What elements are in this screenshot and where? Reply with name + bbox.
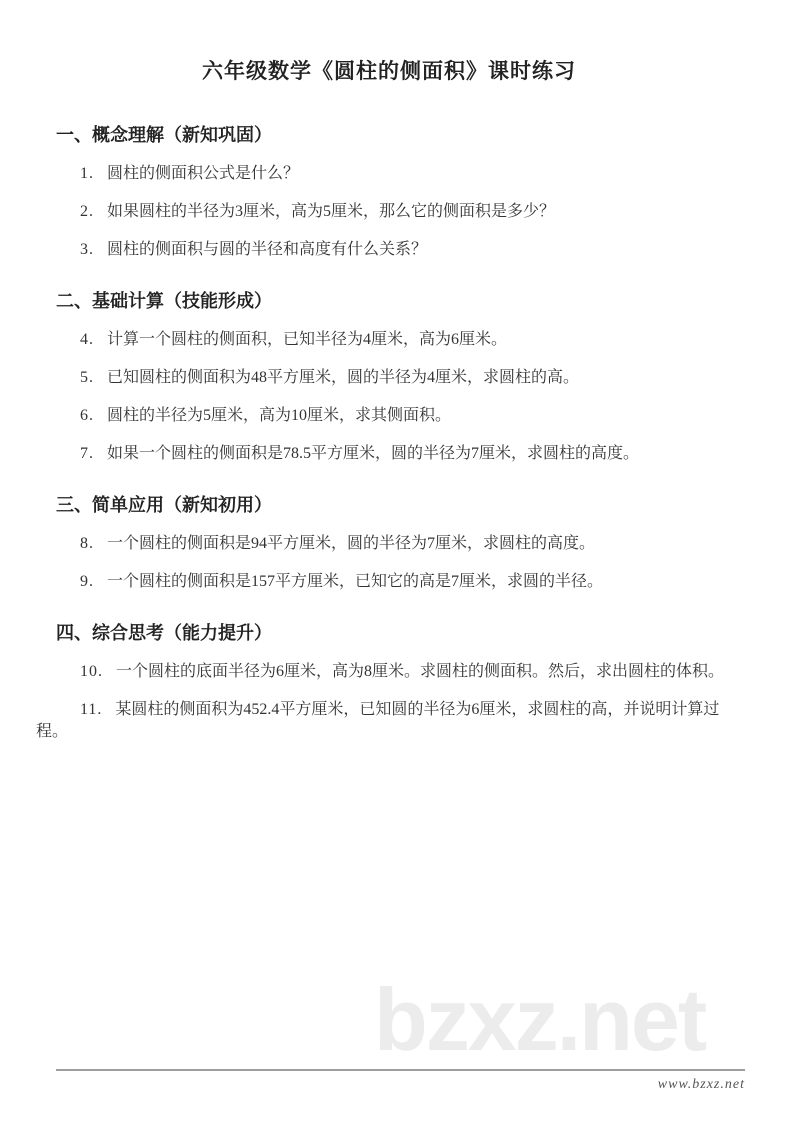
- item-number: 1.: [80, 165, 94, 182]
- section-comprehensive-thinking: [36, 621, 742, 743]
- item-text: 一个圆柱的侧面积是94平方厘米，圆的半径为7厘米，求圆柱的高度。: [107, 535, 596, 552]
- item-text: 某圆柱的侧面积为452.4平方厘米，已知圆的半径为6厘米，求圆柱的高，并说明计算过程。: [36, 701, 720, 740]
- item-number: 11.: [80, 701, 103, 718]
- item-text: 如果一个圆柱的侧面积是78.5平方厘米，圆的半径为7厘米，求圆柱的高度。: [107, 445, 640, 462]
- item-number: 5.: [80, 369, 94, 386]
- question-item-5: [36, 367, 742, 389]
- question-item-4: [36, 329, 742, 351]
- section-basic-calc: [36, 289, 742, 465]
- item-number: 3.: [80, 241, 94, 258]
- question-item-9: [36, 571, 742, 593]
- question-item-8: [36, 533, 742, 555]
- item-text: 圆柱的半径为5厘米，高为10厘米，求其侧面积。: [107, 407, 452, 424]
- item-text: 已知圆柱的侧面积为48平方厘米，圆的半径为4厘米，求圆柱的高。: [107, 369, 580, 386]
- page-title: 六年级数学《圆柱的侧面积》课时练习: [202, 60, 576, 83]
- item-number: 7.: [80, 445, 94, 462]
- section-heading-4: 四、综合思考（能力提升）: [56, 623, 272, 643]
- item-number: 10.: [80, 663, 103, 680]
- question-item-11: [36, 699, 742, 743]
- question-item-7: [36, 443, 742, 465]
- question-item-10: [36, 661, 742, 683]
- question-item-1: [36, 163, 742, 185]
- footer-divider: [56, 1069, 745, 1071]
- section-heading-2: 二、基础计算（技能形成）: [56, 291, 272, 311]
- question-item-6: [36, 405, 742, 427]
- item-number: 6.: [80, 407, 94, 424]
- item-number: 4.: [80, 331, 94, 348]
- footer-site-url: www.bzxz.net: [657, 1077, 745, 1092]
- item-text: 计算一个圆柱的侧面积，已知半径为4厘米，高为6厘米。: [107, 331, 508, 348]
- item-number: 8.: [80, 535, 94, 552]
- question-item-3: [36, 239, 742, 261]
- section-heading-1: 一、概念理解（新知巩固）: [56, 125, 272, 145]
- site-watermark: bzxz.net: [374, 970, 706, 1069]
- section-heading-3: 三、简单应用（新知初用）: [56, 495, 272, 515]
- item-number: 2.: [80, 203, 94, 220]
- item-text: 圆柱的侧面积与圆的半径和高度有什么关系？: [107, 241, 428, 258]
- item-text: 一个圆柱的侧面积是157平方厘米，已知它的高是7厘米，求圆的半径。: [107, 573, 604, 590]
- section-simple-application: [36, 493, 742, 593]
- question-item-2: [36, 201, 742, 223]
- item-text: 如果圆柱的半径为3厘米，高为5厘米，那么它的侧面积是多少？: [107, 203, 556, 220]
- item-text: 一个圆柱的底面半径为6厘米，高为8厘米。求圆柱的侧面积。然后，求出圆柱的体积。: [116, 663, 725, 680]
- item-number: 9.: [80, 573, 94, 590]
- item-text: 圆柱的侧面积公式是什么？: [107, 165, 300, 182]
- section-concept: [36, 123, 742, 261]
